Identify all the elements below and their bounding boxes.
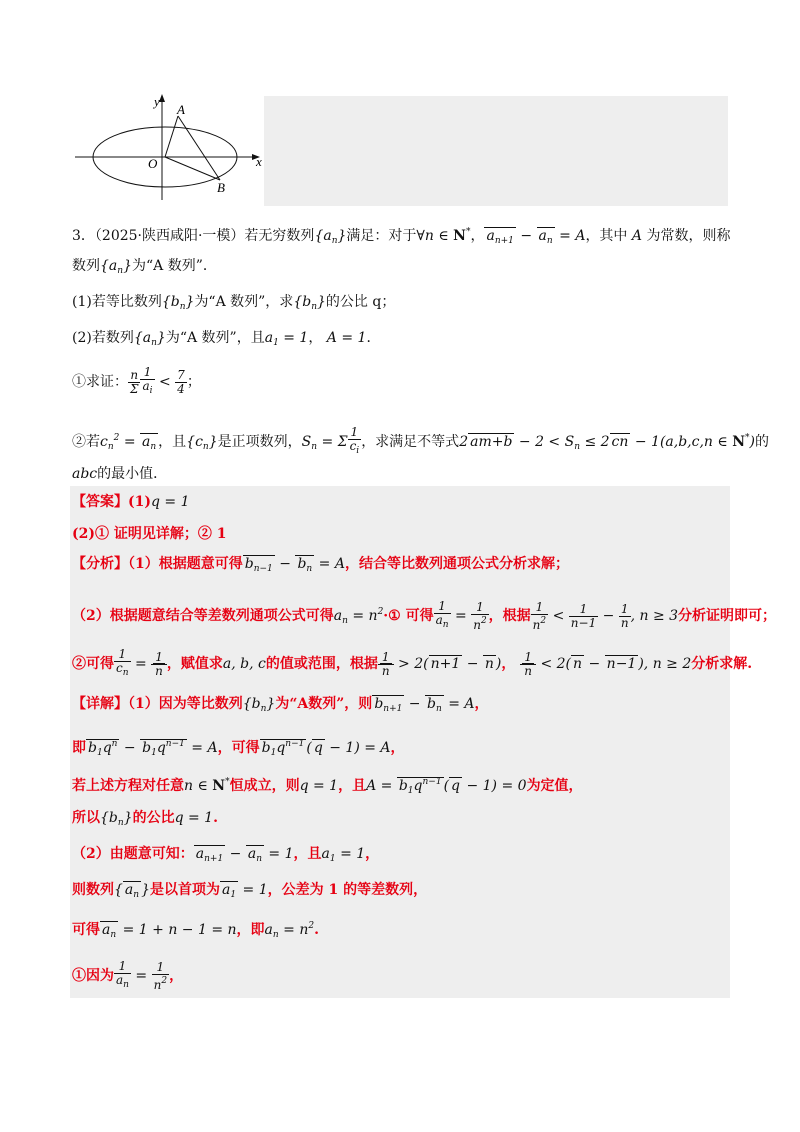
question-part-1: (1)若等比数列$\{b_n\}$为“A 数列”，求$\{b_n\}$的公比 q； <box>72 294 396 312</box>
point-a-label: A <box>177 102 185 117</box>
detail-7: 可得 $a_n = 1 + n - 1 = n$，即$a_n = n^2$. <box>72 921 319 940</box>
question-sub-1: ①求证： $\frac{n}{\Sigma}$ $\frac{1}{a_i}$ < $\frac{7}{4}$ ； <box>72 365 201 396</box>
detail-5: （2）由题意可知： $a_{n+1} - a_n = 1$，且$a_1 = 1$， <box>72 846 380 864</box>
y-axis-label: y <box>154 94 160 109</box>
question-sub-2: ②若$c_n^2 = a_n$ ，且$\{c_n\}$是正项数列，$S_n = \Sigma$ $\frac{1}{c_i}$ ，求满足不等式2 $am+b - 2 < S_n \le 2$ cn − 1(a,b,c,n ∈ N*)的 <box>72 425 769 456</box>
figure-answer-box <box>264 96 728 206</box>
detail-6: 则数列{ $a_n$ }是以首项为 $a_1 = 1$，公差为 1 的等差数列， <box>72 882 428 900</box>
question-line-1: 3．（2025·陕西咸阳·一模）若无穷数列$\{a_n\}$满足：对于∀n ∈ N*， $a_{n+1} - a_n = A$，其中 A 为常数，则称 <box>72 227 731 246</box>
detail-2: 即 $b_1q^n - b_1q^{n-1} = A$，可得 $b_1q^{n-1}$ ( q − 1) = A， <box>72 739 405 758</box>
detail-1: 【详解】（1）因为等比数列$\{b_n\}$为“A数列”，则 $b_{n+1} - b_n = A$， <box>72 696 489 714</box>
question-line-2: 数列$\{a_n\}$为“A 数列”． <box>72 258 217 276</box>
question-part-2: (2)若数列$\{a_n\}$为“A 数列”，且$a_1 = 1$， A = 1． <box>72 330 381 348</box>
point-b-label: B <box>217 180 225 195</box>
answer-2: (2)① 证明见详解；② 1 <box>72 526 227 542</box>
ellipse-figure <box>70 92 265 202</box>
analysis-1: 【分析】（1）根据题意可得 $b_{n-1} - b_n = A$，结合等比数列通项公式分析求解； <box>72 556 569 574</box>
analysis-2: （2）根据题意结合等差数列通项公式可得$a_n$ = $n^2\cdot ①$ 可得 $\frac{1}{a_n}$ = $\frac{1}{n^2}$ ，根据 $\frac{1}{n^2}$ < $\frac{1}{n-1}$ − $\frac{1}{n}$ , n ≥ 3分析证明即可； <box>72 599 777 632</box>
origin-label: O <box>148 156 158 171</box>
detail-3: 若上述方程对任意n ∈ N*恒成立，则q = 1，且$A = b_1q^{n-1}$ ( q − 1) = 0为定值， <box>72 777 583 796</box>
analysis-3: ②可得 $\frac{1}{c_n}$ = $\frac{1}{n}$ ，赋值求a, b, c的值或范围，根据 $\frac{1}{n}$ > 2( n+1 − n )， $\frac{1}{n}$ < 2( n − n−1 ), n ≥ 2分析求解. <box>72 647 753 678</box>
detail-8: ①因为 $\frac{1}{a_n}$ = $\frac{1}{n^2}$ ， <box>72 959 184 992</box>
answer-1: 【答案】(1)q = 1 <box>72 494 190 510</box>
x-axis-label: x <box>256 154 262 169</box>
detail-4: 所以$\{b_n\}$的公比q = 1. <box>72 810 218 828</box>
question-last: abc的最小值． <box>72 466 168 482</box>
